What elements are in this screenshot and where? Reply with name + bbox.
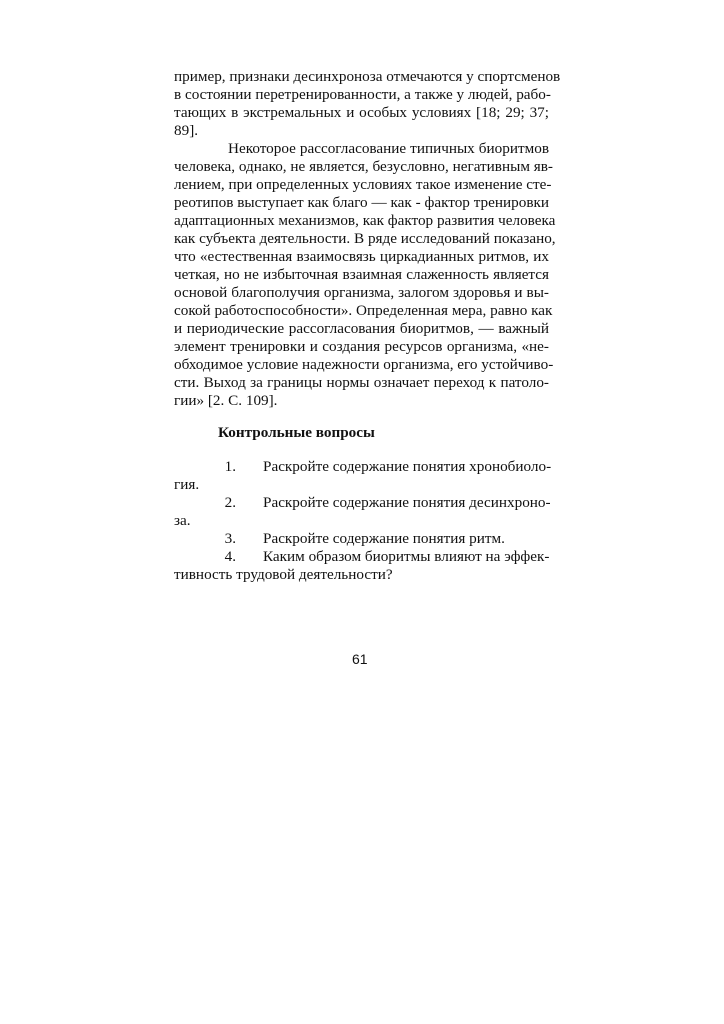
text-line: элемент тренировки и создания ресурсов организма, «не-: [174, 338, 549, 355]
list-item-text: Раскройте содержание понятия десинхроно-: [263, 494, 551, 511]
text-line: Некоторое рассогласование типичных биоритмов: [228, 140, 549, 157]
text-line: как субъекта деятельности. В ряде исследований показано,: [174, 230, 556, 247]
list-item-number: 4.: [224, 548, 236, 565]
text-line: лением, при определенных условиях такое изменение сте-: [174, 176, 552, 193]
list-item-text: Каким образом биоритмы влияют на эффек-: [263, 548, 550, 565]
list-item-number: 3.: [224, 530, 236, 547]
text-line: адаптационных механизмов, как фактор развития человека: [174, 212, 556, 229]
text-line: основой благополучия организма, залогом здоровья и вы-: [174, 284, 549, 301]
list-item-number: 2.: [224, 494, 236, 511]
text-line: сти. Выход за границы нормы означает переход к патоло-: [174, 374, 549, 391]
list-item-text: Раскройте содержание понятия хронобиоло-: [263, 458, 552, 475]
list-item-continuation: тивность трудовой деятельности?: [174, 566, 393, 583]
text-line: гии» [2. С. 109].: [174, 392, 278, 409]
text-line: что «естественная взаимосвязь циркадианных ритмов, их: [174, 248, 549, 265]
text-line: пример, признаки десинхроноза отмечаются у спортсменов: [174, 68, 561, 85]
text-line: и периодические рассогласования биоритмов, — важный: [174, 320, 549, 337]
text-line: человека, однако, не является, безусловно, негативным яв-: [174, 158, 553, 175]
text-line: в состоянии перетренированности, а также у людей, рабо-: [174, 86, 551, 103]
list-item-continuation: гия.: [174, 476, 200, 493]
list-item-continuation: за.: [174, 512, 191, 529]
list-item-text: Раскройте содержание понятия ритм.: [263, 530, 505, 547]
page-number: 61: [352, 651, 368, 667]
text-line: четкая, но не избыточная взаимная слаженность является: [174, 266, 549, 283]
text-line: сокой работоспособности». Определенная мера, равно как: [174, 302, 553, 319]
text-line: обходимое условие надежности организма, его устойчиво-: [174, 356, 554, 373]
text-line: реотипов выступает как благо — как - фактор тренировки: [174, 194, 549, 211]
text-line: тающих в экстремальных и особых условиях [18; 29; 37;: [174, 104, 549, 121]
list-item-number: 1.: [224, 458, 236, 475]
text-line: 89].: [174, 122, 199, 139]
section-heading: Контрольные вопросы: [218, 424, 375, 441]
